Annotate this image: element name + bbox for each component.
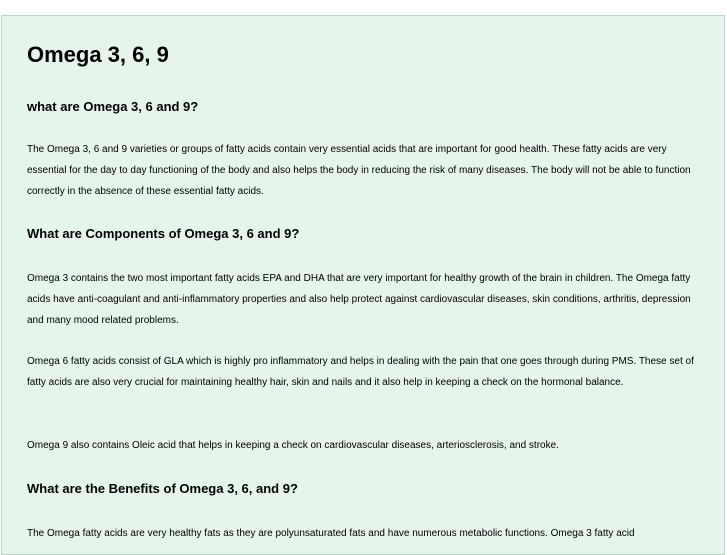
paragraph-omega-3: Omega 3 contains the two most important fatty acids EPA and DHA that are very important for healthy growth of the brain in children. The Omega fatty acids have anti-coagulant and anti-inflammatory properties and also help protect against cardiovascular diseases, skin conditions, arthritis, depression and many mood related problems. bbox=[27, 273, 691, 326]
paragraph-omega-6: Omega 6 fatty acids consist of GLA which is highly pro inflammatory and helps in dealing with the pain that one goes through during PMS. These set of fatty acids are also very crucial for maintaining healthy hair, skin and nails and it also help in keeping a check on the hormonal balance. bbox=[27, 356, 694, 388]
section-heading-what-are: what are Omega 3, 6 and 9? bbox=[27, 99, 199, 114]
paragraph-omega-9: Omega 9 also contains Oleic acid that helps in keeping a check on cardiovascular diseases, arteriosclerosis, and stroke. bbox=[27, 440, 559, 451]
paragraph-benefits: The Omega fatty acids are very healthy fats as they are polyunsaturated fats and have numerous metabolic functions. Omega 3 fatty acid bbox=[27, 528, 635, 539]
section-heading-components: What are Components of Omega 3, 6 and 9? bbox=[27, 226, 300, 241]
article-panel bbox=[1, 15, 725, 555]
section-heading-benefits: What are the Benefits of Omega 3, 6, and 9? bbox=[27, 481, 298, 496]
paragraph-intro: The Omega 3, 6 and 9 varieties or groups of fatty acids contain very essential acids that are important for good health. These fatty acids are very essential for the day to day functioning of the body and also helps the body in reducing the risk of many diseases. The body will not be able to function correctly in the absence of these essential fatty acids. bbox=[27, 144, 691, 197]
page-title: Omega 3, 6, 9 bbox=[27, 42, 169, 67]
top-bar bbox=[0, 0, 727, 15]
